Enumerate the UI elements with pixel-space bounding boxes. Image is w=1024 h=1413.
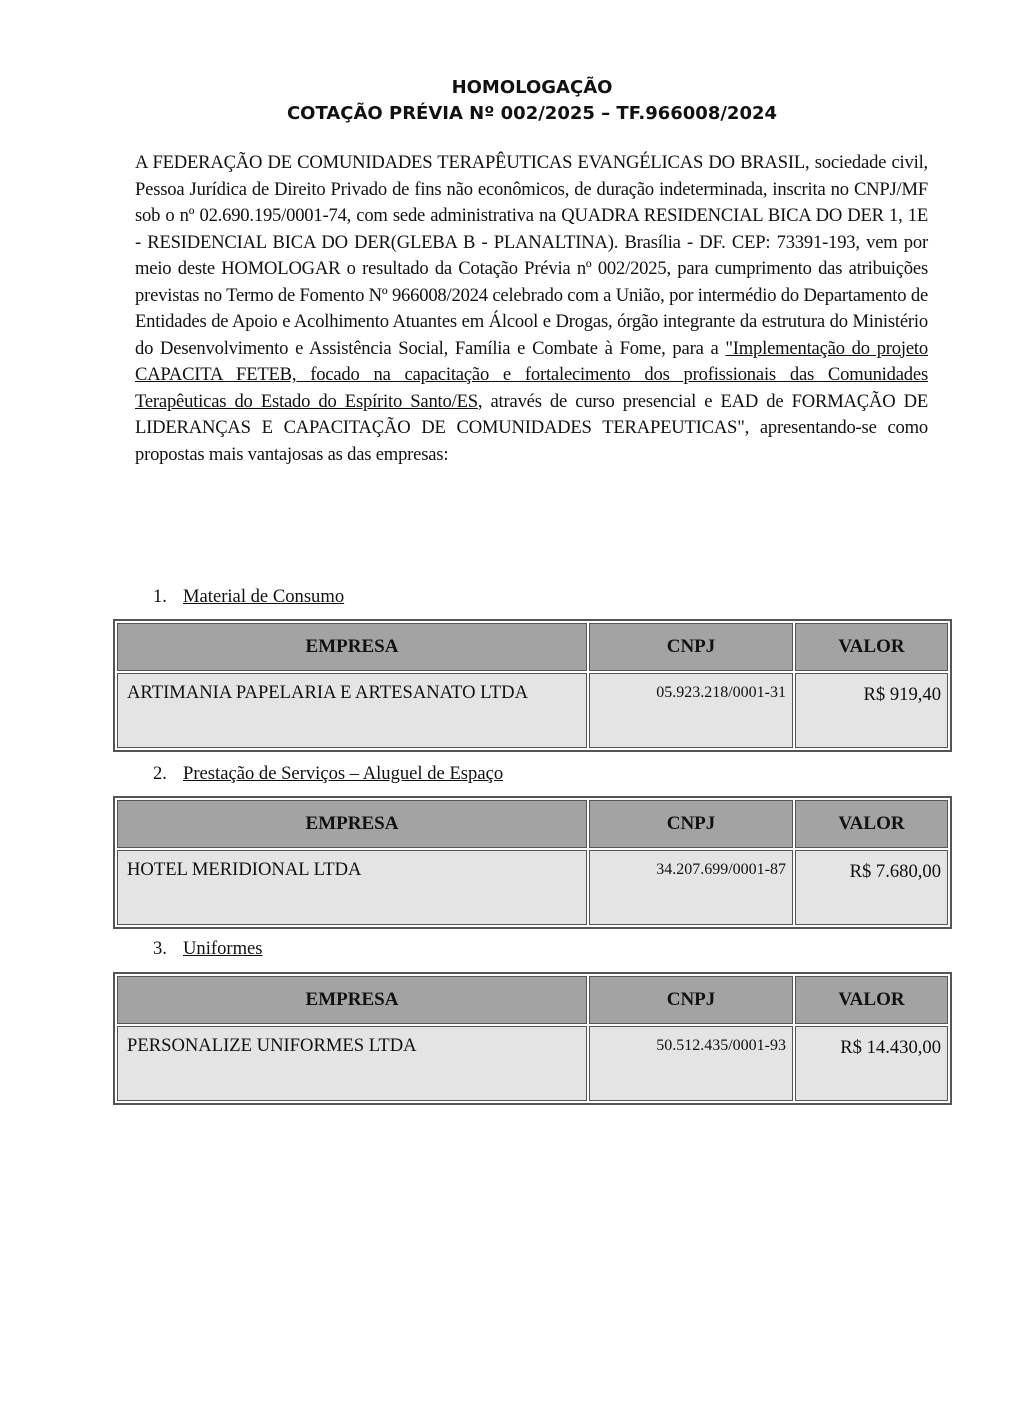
vendor-table <box>113 796 952 929</box>
body-text-end: , através de curso presencial e EAD de FORMAÇÃO DE LIDERANÇAS E CAPACITAÇÃO DE COMUNIDADES TERAPEUTICAS", apresentando-se como propostas mais vantajosas as das empresas: <box>135 390 928 465</box>
cell-empresa: HOTEL MERIDIONAL LTDA <box>117 850 587 925</box>
cell-valor: R$ 14.430,00 <box>795 1026 948 1101</box>
section-number: 2. <box>153 763 167 784</box>
table-header-row <box>117 623 948 671</box>
section-label: Material de Consumo <box>183 586 345 607</box>
header-empresa: EMPRESA <box>117 800 587 848</box>
section-number: 1. <box>153 586 167 607</box>
header-valor: VALOR <box>795 623 948 671</box>
body-text: A FEDERAÇÃO DE COMUNIDADES TERAPÊUTICAS EVANGÉLICAS DO BRASIL, sociedade civil, Pessoa Jurídica de Direito Privado de fins não econômicos, de duração indeterminada, inscrita no CNPJ/MF sob o nº 02.690.195/0001-74, com sede administrativa na QUADRA RESIDENCIAL BICA DO DER 1, 1E - RESIDENCIAL BICA DO DER(GLEBA B - PLANALTINA). Brasília - DF. CEP: 73391-193, vem por meio deste HOMOLOGAR o resultado da Cotação Prévia nº 002/2025, para cumprimento das atribuições previstas no Termo de Fomento Nº 966008/2024 celebrado com a União, por intermédio do Departamento de Entidades de Apoio e Acolhimento Atuantes em Álcool e Drogas, órgão integrante da estrutura do Ministério do Desenvolvimento e Assistência Social, Família e Combate à Fome, para a <box>135 152 928 359</box>
section-label: Uniformes <box>183 938 263 959</box>
table-header-row <box>117 800 948 848</box>
section-heading <box>153 938 263 960</box>
project-name: "Implementação do projeto CAPACITA FETEB, focado na capacitação e fortalecimento dos profissionais das Comunidades Terapêuticas do Estado do Espírito Santo/ES <box>135 337 928 412</box>
cell-empresa: ARTIMANIA PAPELARIA E ARTESANATO LTDA <box>117 673 587 748</box>
section-label: Prestação de Serviços – Aluguel de Espaço <box>183 763 504 784</box>
table-row <box>117 673 948 748</box>
header-cnpj: CNPJ <box>589 800 793 848</box>
vendor-table <box>113 619 952 752</box>
header-cnpj: CNPJ <box>589 976 793 1024</box>
cell-valor: R$ 919,40 <box>795 673 948 748</box>
cell-valor: R$ 7.680,00 <box>795 850 948 925</box>
table-row <box>117 1026 948 1101</box>
table-header-row <box>117 976 948 1024</box>
cell-cnpj: 50.512.435/0001-93 <box>589 1026 793 1101</box>
document-title: HOMOLOGAÇÃO <box>451 77 613 98</box>
header-empresa: EMPRESA <box>117 976 587 1024</box>
header-valor: VALOR <box>795 800 948 848</box>
cell-cnpj: 05.923.218/0001-31 <box>589 673 793 748</box>
header-cnpj: CNPJ <box>589 623 793 671</box>
cell-cnpj: 34.207.699/0001-87 <box>589 850 793 925</box>
header-valor: VALOR <box>795 976 948 1024</box>
cell-empresa: PERSONALIZE UNIFORMES LTDA <box>117 1026 587 1101</box>
document-subtitle: COTAÇÃO PRÉVIA Nº 002/2025 – TF.966008/2024 <box>286 103 778 124</box>
section-heading <box>153 763 503 785</box>
header-empresa: EMPRESA <box>117 623 587 671</box>
table-row <box>117 850 948 925</box>
section-heading <box>153 586 344 608</box>
vendor-table <box>113 972 952 1105</box>
body-paragraph <box>135 150 928 468</box>
section-number: 3. <box>153 938 167 959</box>
